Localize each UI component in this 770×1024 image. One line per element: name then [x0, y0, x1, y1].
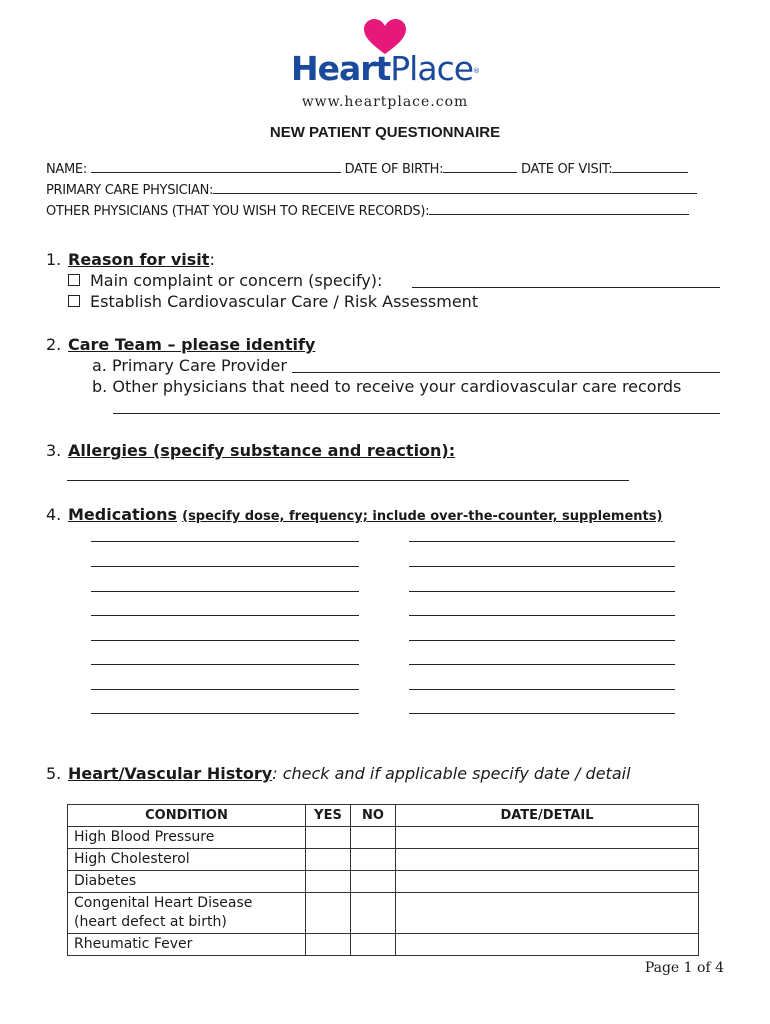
care-team-item-a: a. Primary Care Provider — [92, 356, 287, 375]
dob-label: DATE OF BIRTH: — [344, 162, 444, 177]
pcp-label: PRIMARY CARE PHYSICIAN: — [46, 183, 214, 198]
section-heart-vascular-history: 5. Heart/Vascular History: check and if applicable specify date / detail — [46, 764, 631, 783]
date-detail-cell[interactable] — [396, 849, 699, 871]
header-date-detail: DATE/DETAIL — [396, 805, 699, 827]
header-row-other — [46, 202, 689, 219]
primary-care-provider-field[interactable] — [292, 372, 720, 373]
medication-field[interactable] — [91, 713, 359, 714]
medication-field[interactable] — [409, 713, 675, 714]
table-row — [68, 934, 699, 956]
page-number: Page 1 of 4 — [644, 960, 724, 976]
table-header-row — [68, 805, 699, 827]
no-cell[interactable] — [351, 893, 396, 934]
condition-cell: Rheumatic Fever — [68, 934, 306, 956]
section-medications: 4. Medications (specify dose, frequency; include over-the-counter, supplements) — [46, 505, 663, 524]
medication-field[interactable] — [91, 664, 359, 665]
condition-cell: High Cholesterol — [68, 849, 306, 871]
condition-cell: High Blood Pressure — [68, 827, 306, 849]
checkbox[interactable] — [68, 274, 80, 286]
table-row — [68, 849, 699, 871]
section-allergies: 3. Allergies (specify substance and reaction): — [46, 441, 456, 460]
condition-cell: Congenital Heart Disease (heart defect at birth) — [68, 893, 306, 934]
medication-field[interactable] — [91, 689, 359, 690]
yes-cell[interactable] — [306, 827, 351, 849]
header-no: NO — [351, 805, 396, 827]
table-row — [68, 871, 699, 893]
section-reason-for-visit: 1. Reason for visit: — [46, 250, 215, 269]
dob-field[interactable] — [443, 160, 517, 173]
dov-field[interactable] — [612, 160, 688, 173]
yes-cell[interactable] — [306, 893, 351, 934]
name-field[interactable] — [91, 160, 341, 173]
medication-field[interactable] — [409, 640, 675, 641]
checkbox[interactable] — [68, 295, 80, 307]
heart-history-table — [67, 804, 699, 956]
section-title: Reason for visit — [68, 250, 210, 269]
other-physicians-label: OTHER PHYSICIANS (THAT YOU WISH TO RECEIVE RECORDS): — [46, 204, 430, 219]
section-care-team: 2. Care Team – please identify — [46, 335, 316, 354]
brand-name: HeartPlace® — [290, 49, 480, 88]
no-cell[interactable] — [351, 827, 396, 849]
main-complaint-field[interactable] — [412, 287, 720, 288]
medication-field[interactable] — [409, 664, 675, 665]
medication-field[interactable] — [91, 640, 359, 641]
medication-field[interactable] — [409, 591, 675, 592]
yes-cell[interactable] — [306, 934, 351, 956]
yes-cell[interactable] — [306, 849, 351, 871]
date-detail-cell[interactable] — [396, 827, 699, 849]
header-row-name — [46, 160, 688, 177]
medication-field[interactable] — [91, 566, 359, 567]
allergies-field[interactable] — [67, 480, 629, 481]
medication-field[interactable] — [91, 615, 359, 616]
date-detail-cell[interactable] — [396, 871, 699, 893]
no-cell[interactable] — [351, 849, 396, 871]
no-cell[interactable] — [351, 934, 396, 956]
dov-label: DATE OF VISIT: — [521, 162, 613, 177]
other-physicians-records-field[interactable] — [113, 413, 720, 414]
yes-cell[interactable] — [306, 871, 351, 893]
option-establish-care: Establish Cardiovascular Care / Risk Assessment — [68, 292, 478, 311]
header-row-pcp — [46, 181, 697, 198]
table-row — [68, 827, 699, 849]
medication-field[interactable] — [409, 615, 675, 616]
table-row — [68, 893, 699, 934]
header-condition: CONDITION — [68, 805, 306, 827]
option-main-complaint: Main complaint or concern (specify): — [68, 271, 382, 290]
medication-field[interactable] — [91, 591, 359, 592]
date-detail-cell[interactable] — [396, 893, 699, 934]
name-label: NAME: — [46, 162, 87, 177]
condition-cell: Diabetes — [68, 871, 306, 893]
medication-field[interactable] — [91, 541, 359, 542]
medication-field[interactable] — [409, 541, 675, 542]
medication-field[interactable] — [409, 566, 675, 567]
date-detail-cell[interactable] — [396, 934, 699, 956]
website-url: www.heartplace.com — [301, 94, 469, 110]
header-yes: YES — [306, 805, 351, 827]
other-physicians-field[interactable] — [429, 202, 689, 215]
page-title: NEW PATIENT QUESTIONNAIRE — [269, 124, 501, 141]
heartplace-logo — [0, 18, 770, 110]
medication-field[interactable] — [409, 689, 675, 690]
no-cell[interactable] — [351, 871, 396, 893]
care-team-item-b: b. Other physicians that need to receive your cardiovascular care records — [92, 377, 682, 396]
pcp-field[interactable] — [213, 181, 697, 194]
